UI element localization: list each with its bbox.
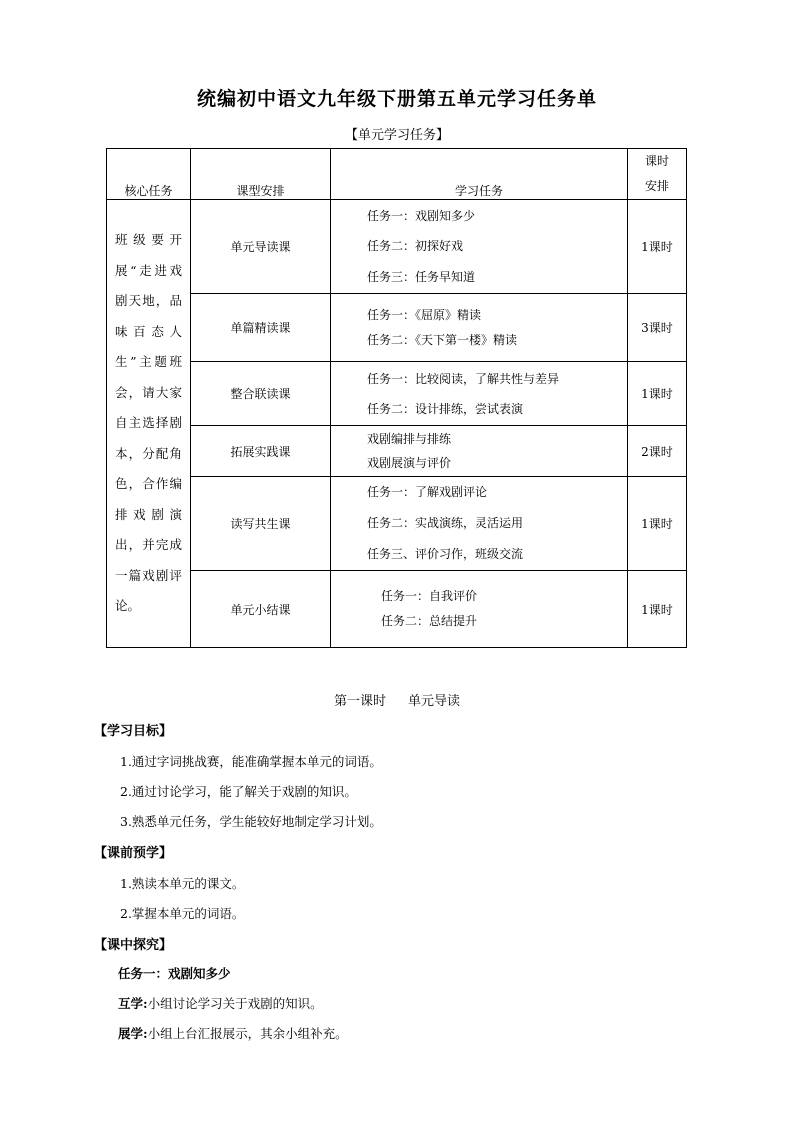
table-caption: 【单元学习任务】 [344,128,449,143]
task-item: 任务二：设计排练，尝试表演 [367,401,524,416]
header-hours-line1: 课时 [644,154,669,168]
objective-item: 3.熟悉单元任务，学生能较好地制定学习计划。 [120,814,382,829]
header-lesson-type: 课型安排 [191,149,331,200]
task-item: 任务二：《天下第一楼》精读 [367,332,518,347]
learning-tasks [331,294,628,362]
task-item: 任务一：戏剧知多少 [367,208,476,223]
learning-tasks [331,200,628,294]
lesson-type: 拓展实践课 [191,426,331,477]
task-item: 任务一：了解戏剧评论 [367,485,488,499]
task-item: 任务二：总结提升 [381,614,478,628]
learning-tasks [331,426,628,477]
table-row [107,477,687,571]
mutual-learning-text: 小组讨论学习关于戏剧的知识。 [147,996,323,1011]
preview-heading: 【课前预学】 [94,846,173,861]
task-item: 任务一：比较阅读，了解共性与差异 [367,371,560,386]
table-row [107,362,687,426]
learning-tasks [331,571,628,648]
task-item: 任务三、评价习作，班级交流 [367,547,524,561]
table-row [107,426,687,477]
objective-item: 1.通过字词挑战赛，能准确掌握本单元的词语。 [120,754,382,769]
unit-task-table [106,148,687,648]
table-row [107,200,687,294]
explore-task: 任务一：戏剧知多少 [118,966,231,981]
lesson-hours: 1课时 [628,362,687,426]
header-learning-tasks: 学习任务 [331,149,628,200]
lesson-type: 整合联读课 [191,362,331,426]
lesson-hours: 1课时 [628,571,687,648]
preview-item: 1.熟读本单元的课文。 [120,876,245,891]
explore-heading: 【课中探究】 [94,938,173,953]
task-item: 任务一：《屈原》精读 [367,307,482,322]
header-hours-line2: 安排 [644,179,669,193]
lesson-hours: 1课时 [628,477,687,571]
table-header-row [107,149,687,200]
lesson-type: 单元导读课 [191,200,331,294]
lesson-type: 单篇精读课 [191,294,331,362]
lesson-hours: 2课时 [628,426,687,477]
lesson-title [0,690,794,709]
preview-item: 2.掌握本单元的词语。 [120,906,245,921]
show-learning-text: 小组上台汇报展示，其余小组补充。 [147,1026,348,1041]
lesson-name: 单元导读 [408,694,461,709]
lesson-hours: 3课时 [628,294,687,362]
page-title: 统编初中语文九年级下册第五单元学习任务单 [196,88,597,110]
objective-item: 2.通过讨论学习，能了解关于戏剧的知识。 [120,784,357,799]
header-hours [628,149,687,200]
learning-tasks [331,362,628,426]
show-learning [118,1024,348,1042]
core-task-text: 班级要开展“走进戏剧天地，品味百态人生”主题班会，请大家自主选择剧本，分配角色，合作编排戏剧演出，并完成一篇戏剧评论。 [115,232,182,614]
task-item: 戏剧展演与评价 [367,456,452,470]
task-item: 任务三：任务早知道 [367,269,476,284]
lesson-type: 单元小结课 [191,571,331,648]
task-item: 戏剧编排与排练 [367,432,452,446]
learning-tasks [331,477,628,571]
objectives-heading: 【学习目标】 [94,724,173,739]
mutual-learning [118,994,323,1012]
table-row [107,294,687,362]
task-item: 任务一：自我评价 [381,589,478,603]
lesson-period: 第一课时 [333,694,386,709]
task-item: 任务二：实战演练，灵活运用 [367,516,524,530]
task-item: 任务二：初探好戏 [367,239,464,254]
lesson-hours: 1课时 [628,200,687,294]
header-core-task: 核心任务 [107,149,191,200]
table-row [107,571,687,648]
show-learning-label: 展学: [118,1026,148,1041]
core-task-cell [107,200,191,648]
lesson-type: 读写共生课 [191,477,331,571]
mutual-learning-label: 互学: [118,996,148,1011]
